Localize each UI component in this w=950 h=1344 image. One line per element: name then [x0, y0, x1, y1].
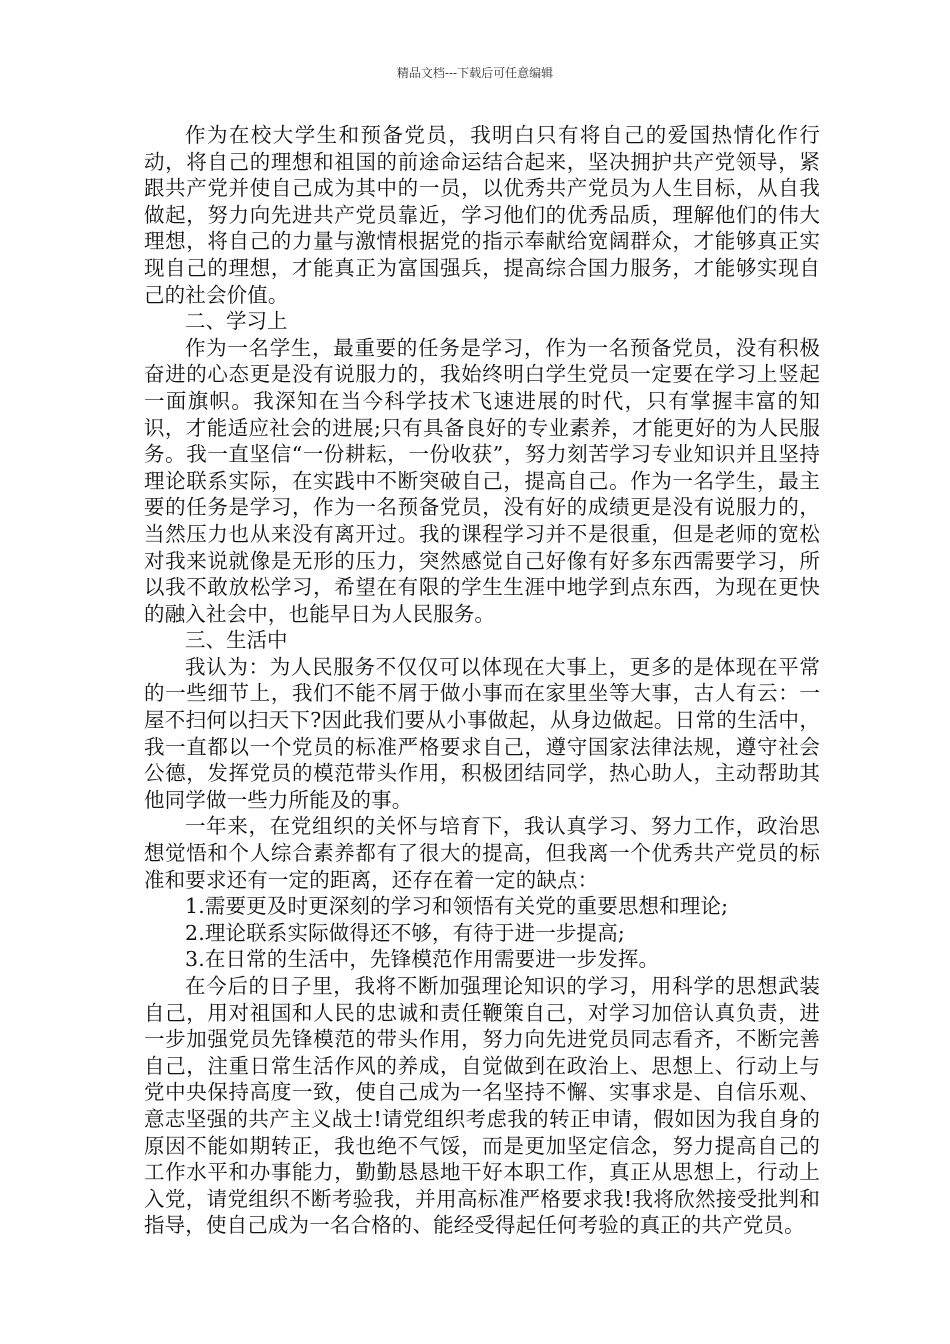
section-heading-study: 二、学习上 [185, 309, 288, 334]
paragraph-conclusion: 在今后的日子里，我将不断加强理论知识的学习，用科学的思想武装自己，用对祖国和人民的忠诚和责任鞭策自己，对学习加倍认真负责，进一步加强党员先锋模范的带头作用，努力向先进党员同志看齐，不断完善自己，注重日常生活作风的养成，自觉做到在政治上、思想上、行动上与党中央保持高度一致，使自己成为一名坚持不懈、实事求是、自信乐观、意志坚强的共产主义战士!请党组织考虑我的转正申请，假如因为我自身的原因不能如期转正，我也绝不气馁，而是更加坚定信念，努力提高自己的工作水平和办事能力，勤勤恳恳地干好本职工作，真正从思想上，行动上入党，请党组织不断考验我，并用高标准严格要求我!我将欣然接受批判和指导，使自己成为一名合格的、能经受得起任何考验的真正的共产党员。 [144, 974, 820, 1238]
document-body [144, 122, 820, 1239]
section-heading-life: 三、生活中 [185, 628, 288, 653]
paragraph-summary: 一年来，在党组织的关怀与培育下，我认真学习、努力工作，政治思想觉悟和个人综合素养都有了很大的提高，但我离一个优秀共产党员的标准和要求还有一定的距离，还存在着一定的缺点： [144, 814, 820, 892]
paragraph-intro: 作为在校大学生和预备党员，我明白只有将自己的爱国热情化作行动，将自己的理想和祖国的前途命运结合起来，坚决拥护共产党领导，紧跟共产党并使自己成为其中的一员，以优秀共产党员为人生目标，从自我做起，努力向先进共产党员靠近，学习他们的优秀品质，理解他们的伟大理想，将自己的力量与激情根据党的指示奉献给宽阔群众，才能够真正实现自己的理想，才能真正为富国强兵，提高综合国力服务，才能够实现自己的社会价值。 [144, 123, 820, 307]
shortcoming-item-1: 1.需要更及时更深刻的学习和领悟有关党的重要思想和理论; [185, 894, 729, 919]
page-header-note: 精品文档---下载后可任意编辑 [396, 66, 554, 80]
paragraph-life: 我认为：为人民服务不仅仅可以体现在大事上，更多的是体现在平常的一些细节上，我们不能不屑于做小事而在家里坐等大事，古人有云：一屋不扫何以扫天下?因此我们要从小事做起，从身边做起。日常的生活中，我一直都以一个党员的标准严格要求自己，遵守国家法律法规，遵守社会公德，发挥党员的模范带头作用，积极团结同学，热心助人，主动帮助其他同学做一些力所能及的事。 [144, 654, 820, 812]
shortcoming-item-3: 3.在日常的生活中，先锋模范作用需要进一步发挥。 [185, 947, 660, 972]
shortcoming-item-2: 2.理论联系实际做得还不够，有待于进一步提高; [185, 920, 625, 945]
paragraph-study: 作为一名学生，最重要的任务是学习，作为一名预备党员，没有积极奋进的心态更是没有说服力的，我始终明白学生党员一定要在学习上竖起一面旗帜。我深知在当今科学技术飞速进展的时代，只有掌握丰富的知识，才能适应社会的进展;只有具备良好的专业素养，才能更好的为人民服务。我一直坚信“一份耕耘，一份收获”，努力刻苦学习专业知识并且坚持理论联系实际，在实践中不断突破自己，提高自己。作为一名学生，最主要的任务是学习，作为一名预备党员，没有好的成绩更是没有说服力的，当然压力也从来没有离开过。我的课程学习并不是很重，但是老师的宽松对我来说就像是无形的压力，突然感觉自己好像有好多东西需要学习，所以我不敢放松学习，希望在有限的学生生涯中地学到点东西，为现在更快的融入社会中，也能早日为人民服务。 [144, 335, 820, 626]
